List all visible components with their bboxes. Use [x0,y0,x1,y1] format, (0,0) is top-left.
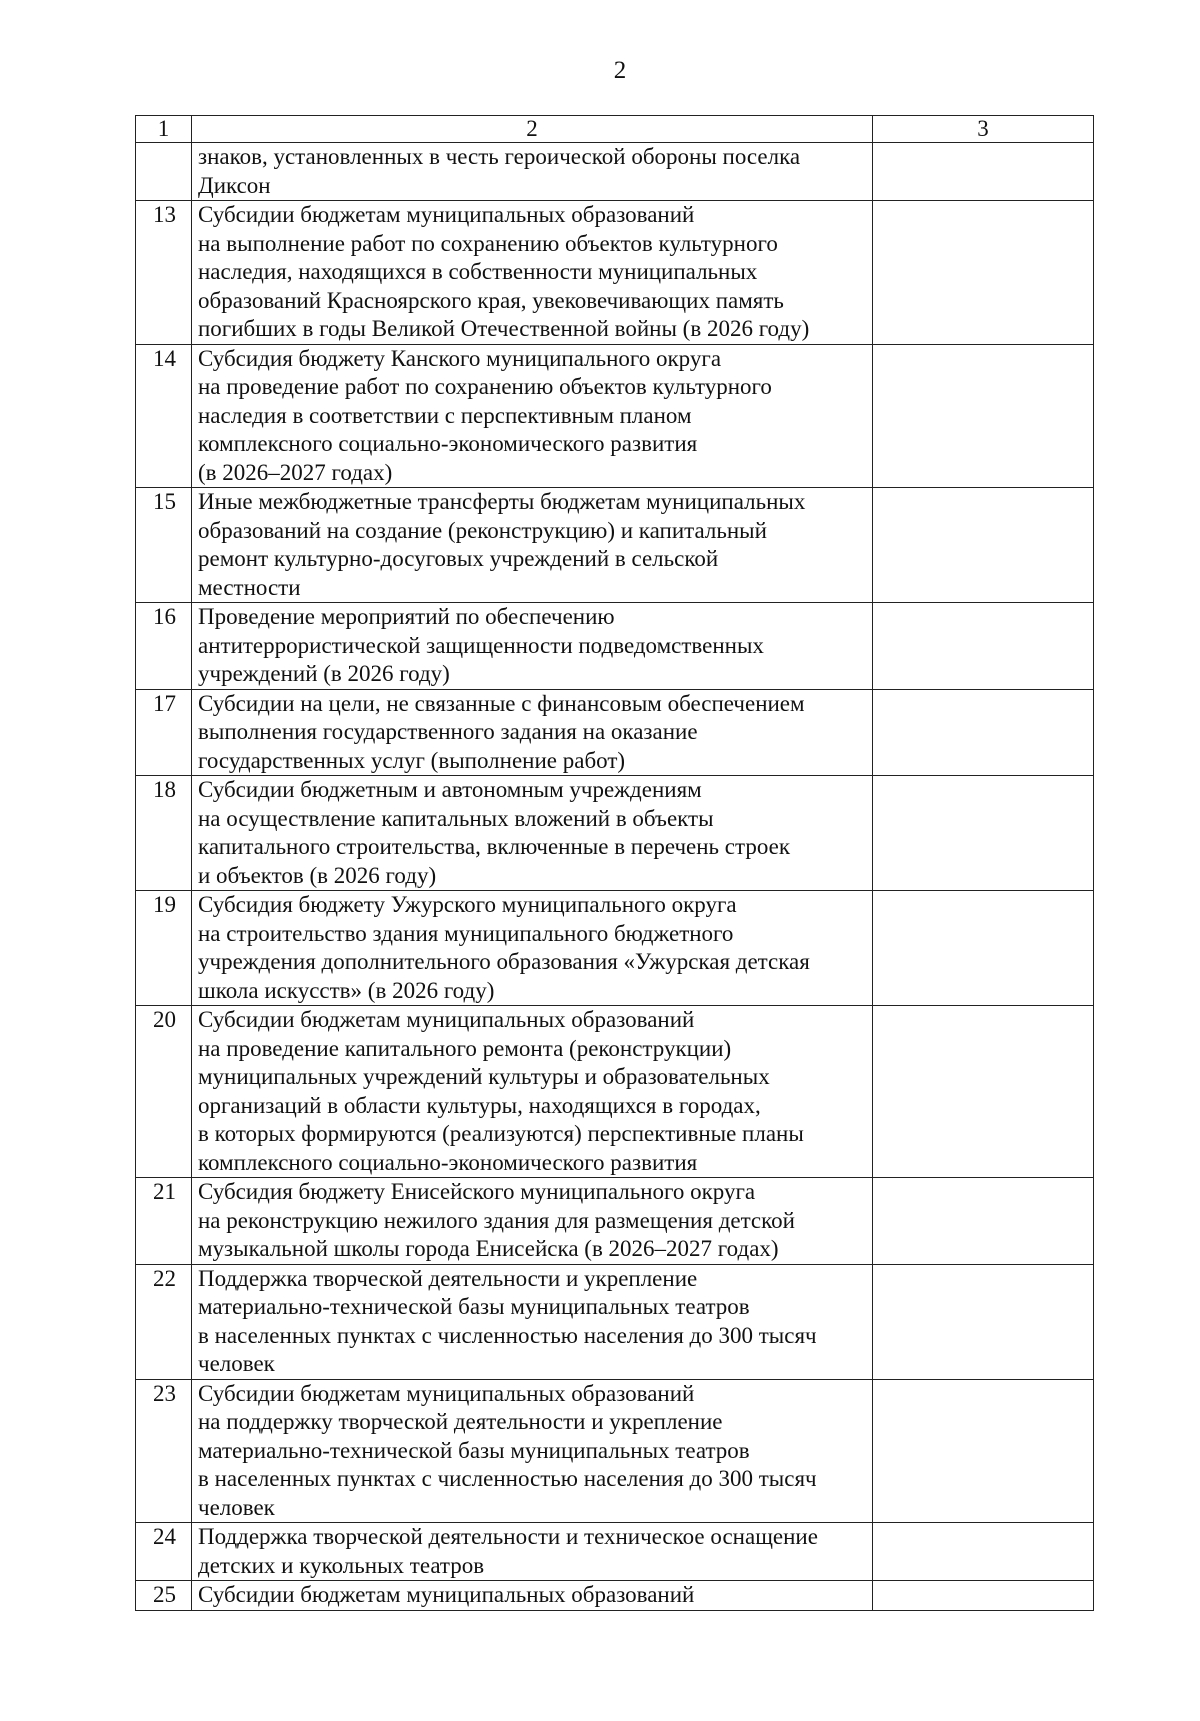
row-number [136,143,192,201]
row-description: Субсидии бюджетам муниципальных образований [192,1581,873,1611]
row-description: Субсидии бюджетам муниципальных образований на проведение капитального ремонта (реконструкции) муниципальных учреждений культуры и образовательных организаций в области культуры, находящихся в городах, в которых формируются (реализуются) перспективные планы комплексного социально-экономического развития [192,1006,873,1178]
page-number: 2 [613,57,627,84]
table-row [136,1178,1094,1265]
row-col-3 [873,776,1094,891]
row-description: Субсидия бюджету Канского муниципального округа на проведение работ по сохранению объектов культурного наследия в соответствии с перспективным планом комплексного социально-экономического развития (в 2026–2027 годах) [192,344,873,488]
table-header [136,116,1094,143]
row-description: Проведение мероприятий по обеспечению антитеррористической защищенности подведомственных учреждений (в 2026 году) [192,603,873,690]
header-col-1: 1 [136,116,192,143]
row-number: 16 [136,603,192,690]
row-number: 23 [136,1379,192,1523]
row-description: Субсидии бюджетам муниципальных образований на поддержку творческой деятельности и укрепление материально-технической базы муниципальных театров в населенных пунктах с численностью населения до 300 тысяч человек [192,1379,873,1523]
row-col-3 [873,1523,1094,1581]
table-row [136,1006,1094,1178]
table-row [136,603,1094,690]
row-number: 21 [136,1178,192,1265]
row-number: 17 [136,689,192,776]
row-description: Иные межбюджетные трансферты бюджетам муниципальных образований на создание (реконструкцию) и капитальный ремонт культурно-досуговых учреждений в сельской местности [192,488,873,603]
table-body [136,143,1094,1611]
row-description: Субсидии бюджетным и автономным учреждениям на осуществление капитальных вложений в объекты капитального строительства, включенные в перечень строек и объектов (в 2026 году) [192,776,873,891]
row-number: 22 [136,1264,192,1379]
row-description: Поддержка творческой деятельности и укрепление материально-технической базы муниципальных театров в населенных пунктах с численностью населения до 300 тысяч человек [192,1264,873,1379]
table-row [136,344,1094,488]
row-col-3 [873,891,1094,1006]
row-col-3 [873,488,1094,603]
row-col-3 [873,603,1094,690]
row-number: 18 [136,776,192,891]
row-description: Поддержка творческой деятельности и техническое оснащение детских и кукольных театров [192,1523,873,1581]
row-number: 24 [136,1523,192,1581]
row-description: знаков, установленных в честь героической обороны поселка Диксон [192,143,873,201]
table-row [136,1379,1094,1523]
table-row [136,689,1094,776]
row-col-3 [873,143,1094,201]
header-col-3: 3 [873,116,1094,143]
table-row [136,1523,1094,1581]
row-col-3 [873,1178,1094,1265]
row-col-3 [873,1264,1094,1379]
document-table [135,115,1094,1611]
row-col-3 [873,1379,1094,1523]
row-number: 15 [136,488,192,603]
table-row [136,488,1094,603]
row-col-3 [873,344,1094,488]
row-number: 25 [136,1581,192,1611]
row-number: 14 [136,344,192,488]
table-row [136,143,1094,201]
header-col-2: 2 [192,116,873,143]
row-col-3 [873,1581,1094,1611]
table-row [136,1581,1094,1611]
row-description: Субсидии бюджетам муниципальных образований на выполнение работ по сохранению объектов культурного наследия, находящихся в собственности муниципальных образований Красноярского края, увековечивающих память погибших в годы Великой Отечественной войны (в 2026 году) [192,201,873,345]
row-description: Субсидии на цели, не связанные с финансовым обеспечением выполнения государственного задания на оказание государственных услуг (выполнение работ) [192,689,873,776]
row-description: Субсидия бюджету Енисейского муниципального округа на реконструкцию нежилого здания для размещения детской музыкальной школы города Енисейска (в 2026–2027 годах) [192,1178,873,1265]
table-row [136,201,1094,345]
row-col-3 [873,1006,1094,1178]
table-row [136,891,1094,1006]
header-row [136,116,1094,143]
row-col-3 [873,201,1094,345]
row-number: 19 [136,891,192,1006]
row-col-3 [873,689,1094,776]
table-row [136,776,1094,891]
table-row [136,1264,1094,1379]
row-number: 13 [136,201,192,345]
row-description: Субсидия бюджету Ужурского муниципального округа на строительство здания муниципального бюджетного учреждения дополнительного образования «Ужурская детская школа искусств» (в 2026 году) [192,891,873,1006]
row-number: 20 [136,1006,192,1178]
